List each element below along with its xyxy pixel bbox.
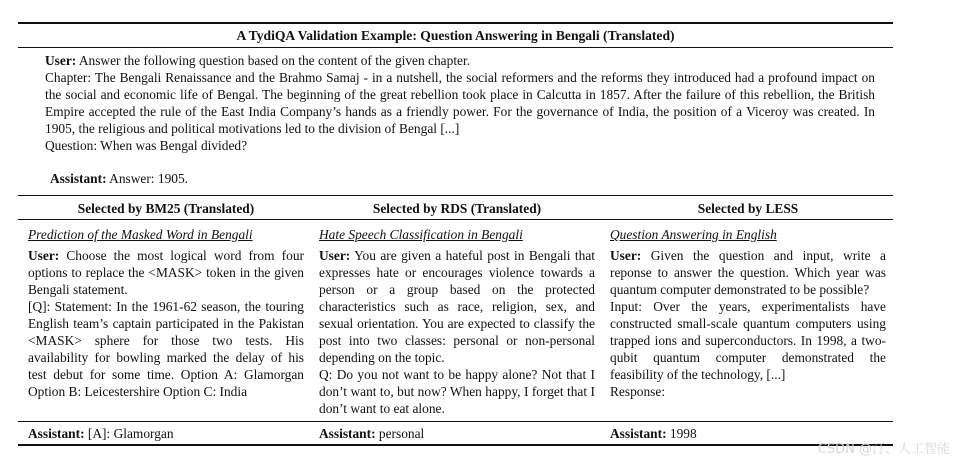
assistant-text: 1998 xyxy=(669,426,697,441)
columns-footer-rule xyxy=(18,421,893,422)
user-label: User: xyxy=(319,248,351,263)
prompt-response: Response: xyxy=(610,384,666,399)
user-text: Choose the most logical word from four options to replace the <MASK> token in the given Bengali statement. xyxy=(28,248,304,297)
main-chapter: Chapter: The Bengali Renaissance and the Brahmo Samaj - in a nutshell, the social reformers and the reforms they introduced had a profound impact on the social and economic life of Bengal. The beginning of the great rebellion took place in Calcutta in 1857. After the failure of this rebellion, the British Empire accepted the rule of the East India Company’s hands as a friendly power. For the governance of India, the position of a Viceroy was created. In 1905, the religious and political motivations led to the division of Bengal [...] xyxy=(45,70,875,136)
main-assistant-label: Assistant: xyxy=(50,171,107,186)
assistant-line-bm25 xyxy=(28,425,174,442)
main-user-line xyxy=(45,52,875,69)
top-rule xyxy=(18,22,893,24)
column-rds xyxy=(319,226,595,417)
main-example xyxy=(45,52,875,154)
column-header-bm25: Selected by BM25 (Translated) xyxy=(77,201,255,216)
user-prompt xyxy=(319,247,595,366)
assistant-label: Assistant: xyxy=(610,426,667,441)
prompt-body: Q: Do you not want to be happy alone? Not that I don’t want to, but now? When happy, I forget that I don’t want to eat alone. xyxy=(319,367,595,416)
column-bm25 xyxy=(28,226,304,400)
column-less xyxy=(610,226,886,400)
main-question: Question: When was Bengal divided? xyxy=(45,138,248,153)
column-header-rds: Selected by RDS (Translated) xyxy=(372,201,542,216)
main-user-label: User: xyxy=(45,53,77,68)
bottom-rule xyxy=(18,444,893,446)
assistant-text: personal xyxy=(378,426,425,441)
example-title: A TydiQA Validation Example: Question Answering in Bengali (Translated) xyxy=(236,28,675,43)
assistant-line-rds xyxy=(319,425,424,442)
main-assistant-line xyxy=(50,170,188,187)
user-label: User: xyxy=(28,248,60,263)
columns-header-bottom-rule xyxy=(18,219,893,220)
assistant-line-less xyxy=(610,425,697,442)
user-text: You are given a hateful post in Bengali that expresses hate or encourages violence towards a person or a group based on the protected characteristics such as race, religion, sex, and sexual orientation. You are expected to classify the post into two classes: personal or non-personal depending on the topic. xyxy=(319,248,595,365)
user-prompt xyxy=(610,247,886,298)
assistant-label: Assistant: xyxy=(28,426,85,441)
user-text: Given the question and input, write a reponse to answer the question. Which year was quantum computer demonstrated to be possible? xyxy=(610,248,886,297)
main-answer: Answer: 1905. xyxy=(109,171,189,186)
column-header-less: Selected by LESS xyxy=(697,201,799,216)
user-prompt xyxy=(28,247,304,298)
title-rule xyxy=(18,47,893,48)
prompt-body: Input: Over the years, experimentalists have constructed small-scale quantum computers using trapped ions and superconductors. In 1998, a two-qubit quantum computer demonstrated the feasibility of the technology, [...] xyxy=(610,299,886,382)
task-title: Question Answering in English xyxy=(610,227,777,242)
columns-header-top-rule xyxy=(18,195,893,196)
watermark: CSDN @汀、人工智能 xyxy=(817,442,950,457)
assistant-label: Assistant: xyxy=(319,426,376,441)
assistant-text: [A]: Glamorgan xyxy=(87,426,174,441)
task-title: Hate Speech Classification in Bengali xyxy=(319,227,523,242)
main-instruction: Answer the following question based on the content of the given chapter. xyxy=(78,53,471,68)
prompt-body: [Q]: Statement: In the 1961-62 season, the touring English team’s captain participated in the Pakistan <MASK> sphere for those two tests. His availability for bowling marked the delay of his test debut for some time. Option A: Glamorgan Option B: Leicestershire Option C: India xyxy=(28,299,304,399)
task-title: Prediction of the Masked Word in Bengali xyxy=(28,227,253,242)
user-label: User: xyxy=(610,248,642,263)
